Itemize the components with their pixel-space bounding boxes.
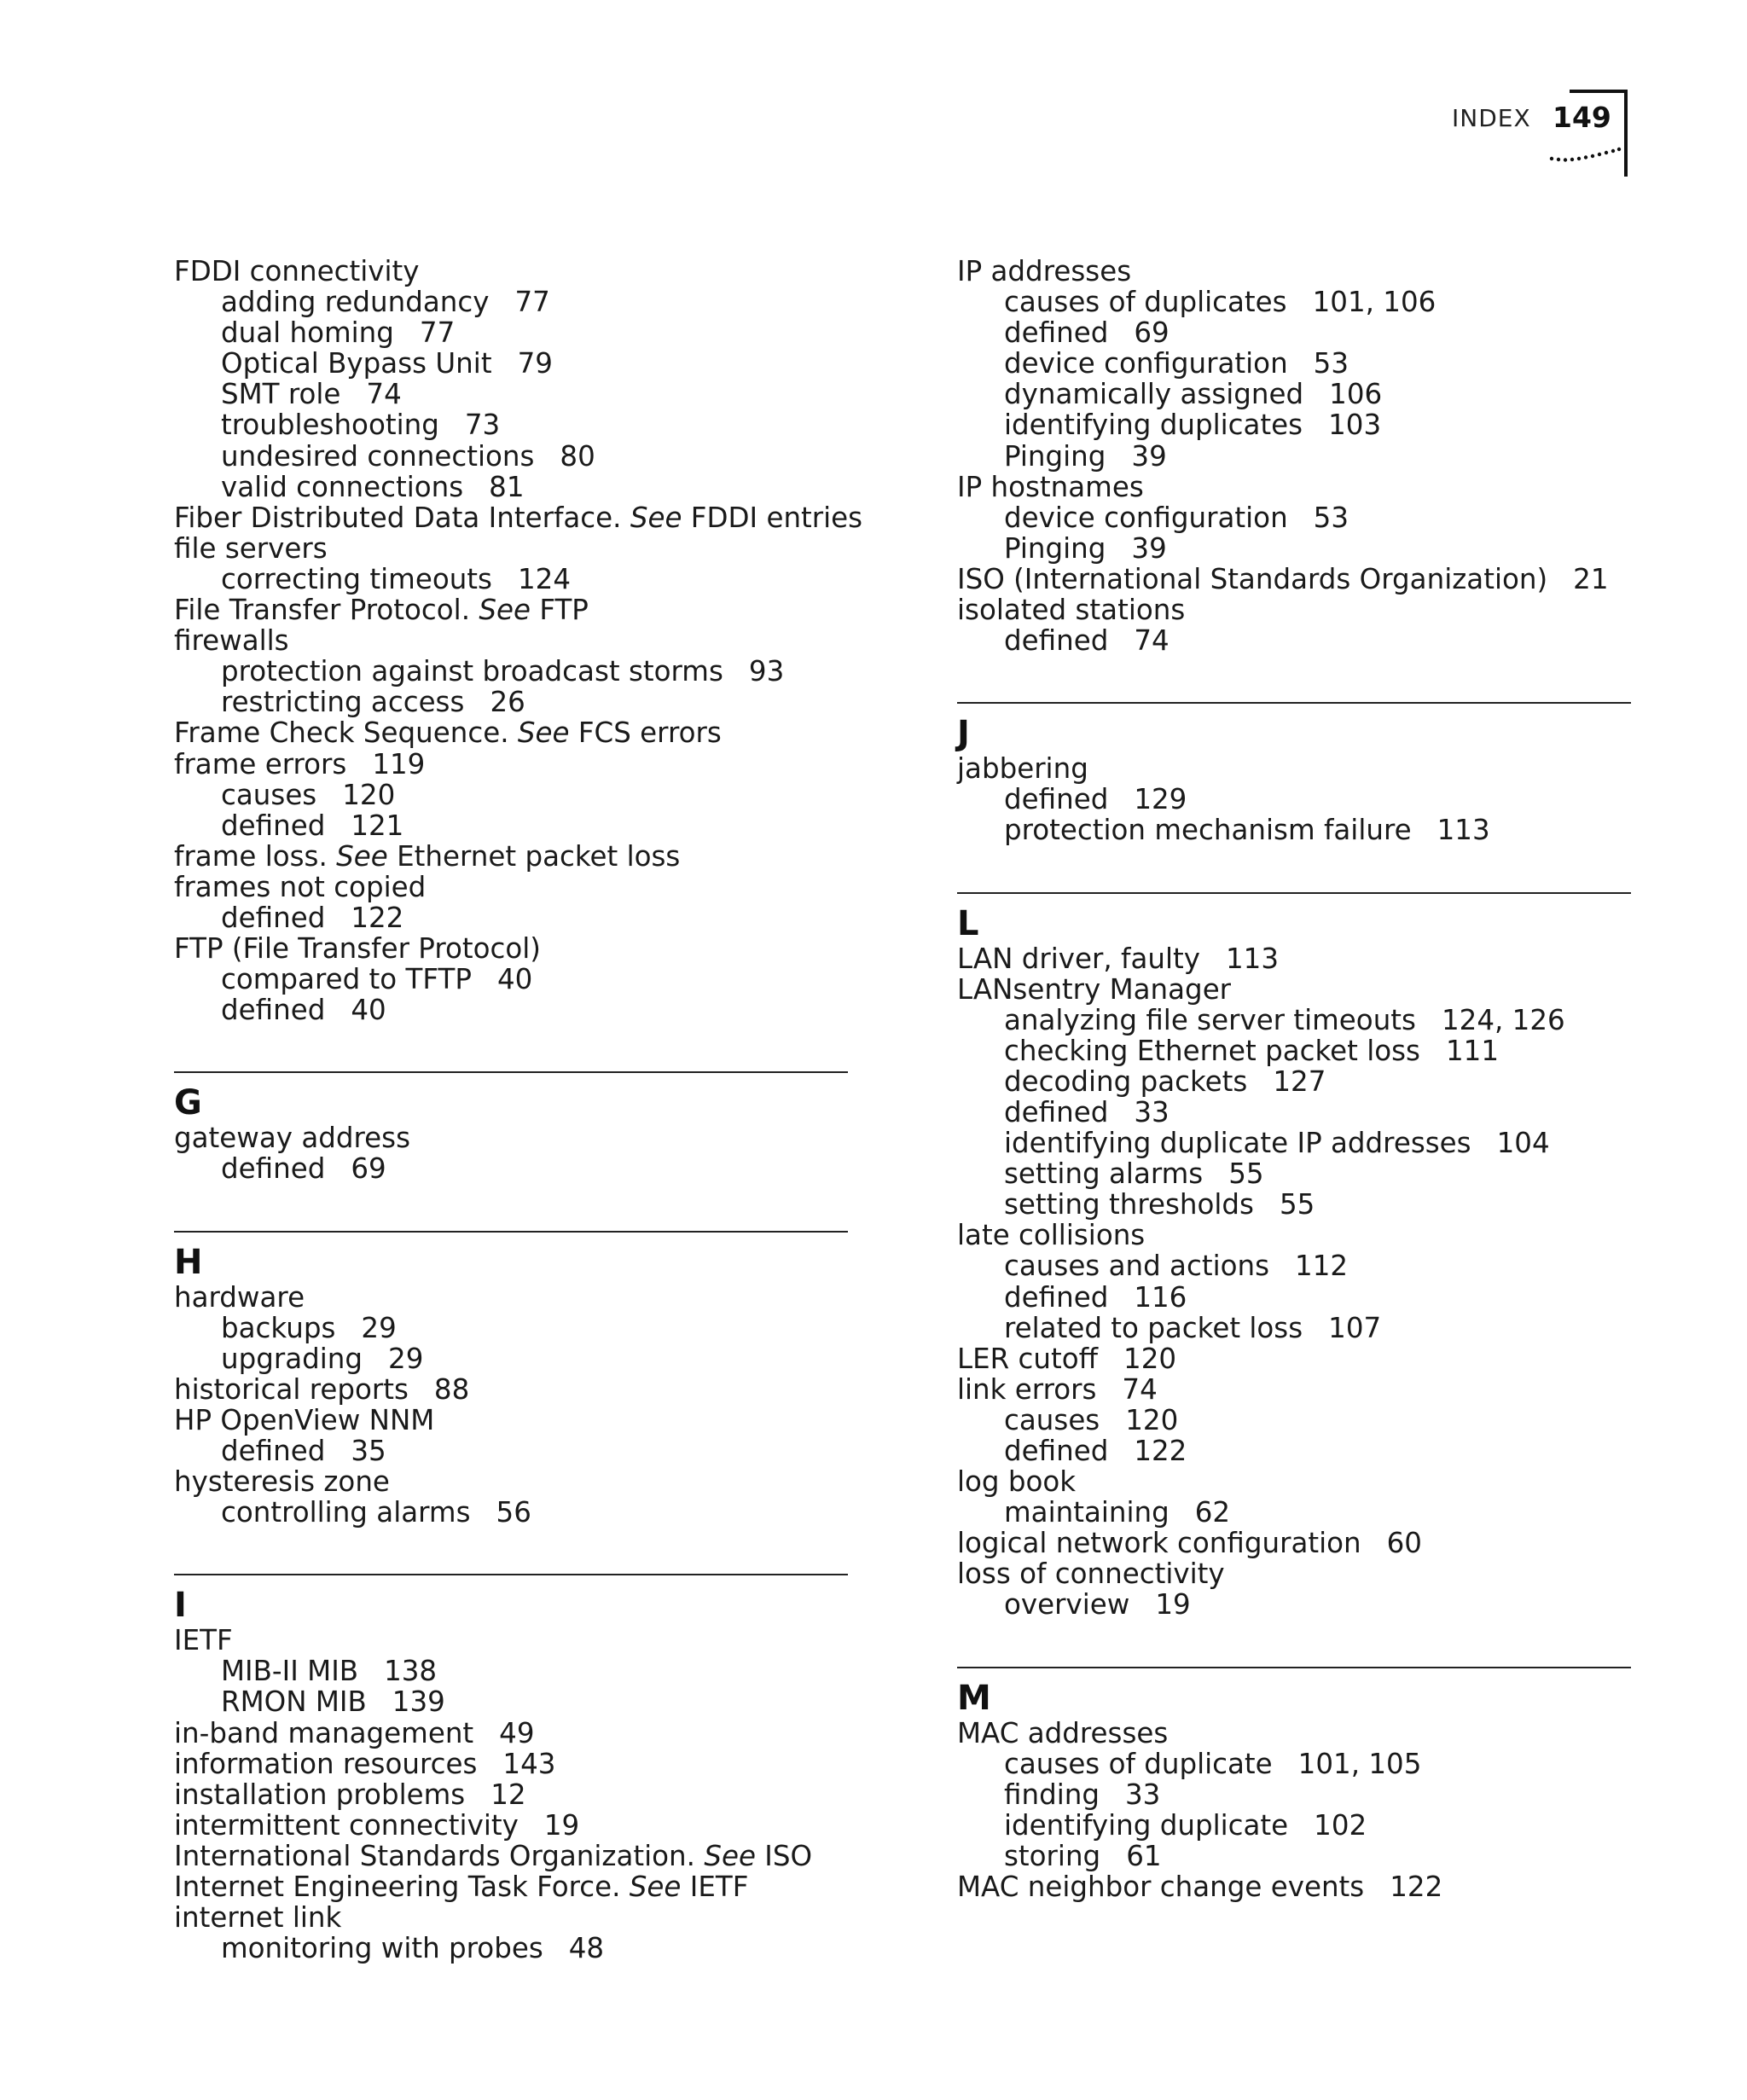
index-subentry: [174, 902, 848, 933]
index-subentry: [174, 1497, 848, 1528]
index-section: [957, 256, 1631, 656]
page-reference: 40: [351, 994, 386, 1027]
index-subentry: [957, 1436, 1631, 1466]
section-letter: L: [957, 903, 979, 943]
index-entry: [174, 1749, 848, 1779]
index-subentry: [957, 1097, 1631, 1128]
entry-term: information resources: [174, 1747, 478, 1780]
entry-term: intermittent connectivity: [174, 1808, 519, 1842]
index-section: [174, 1231, 848, 1529]
page-reference: 39: [1131, 531, 1167, 565]
page-reference: 88: [433, 1372, 470, 1406]
index-entry: [957, 564, 1631, 595]
see-reference: See: [336, 839, 388, 873]
entry-term: defined: [221, 1152, 326, 1186]
see-reference: See: [704, 1839, 756, 1872]
page-reference: 80: [560, 439, 595, 473]
index-subentry: [957, 625, 1631, 656]
page-reference: 39: [1131, 439, 1167, 473]
entry-term: causes: [221, 778, 317, 811]
page-reference: 19: [543, 1808, 580, 1842]
entry-term: setting thresholds: [1004, 1188, 1254, 1221]
index-subentry: [174, 995, 848, 1025]
index-subentry: [957, 379, 1631, 409]
index-entry: [174, 1282, 848, 1313]
index-subentry: [174, 409, 848, 440]
index-subentry: [957, 1189, 1631, 1220]
index-subentry: [957, 533, 1631, 564]
entry-term: IP addresses: [957, 255, 1132, 287]
index-subentry: [174, 810, 848, 841]
index-subentry: [957, 1035, 1631, 1066]
page-reference: 120: [1123, 1342, 1177, 1375]
page-reference: 122: [351, 901, 404, 934]
entry-term: file servers: [174, 531, 328, 565]
page-number: 149: [1553, 101, 1611, 134]
index-entry: [957, 256, 1631, 287]
page-reference: 124: [517, 562, 572, 595]
page-header: [1442, 85, 1629, 179]
index-subentry: [174, 1656, 848, 1686]
entry-term: internet link: [174, 1901, 342, 1935]
index-subentry: [957, 1005, 1631, 1035]
page-reference: 102: [1314, 1808, 1367, 1842]
entry-term: defined: [1004, 316, 1109, 350]
entry-term: device configuration: [1004, 347, 1288, 380]
index-section: [957, 892, 1631, 1621]
index-subentry: [957, 1589, 1631, 1620]
index-entry: [957, 974, 1631, 1005]
entry-term: FTP (File Transfer Protocol): [174, 932, 541, 966]
entry-term: restricting access: [221, 686, 465, 719]
entry-term: Optical Bypass Unit: [221, 347, 492, 380]
index-entry: [174, 1779, 848, 1810]
page-reference: 139: [392, 1685, 445, 1719]
index-subentry: [174, 687, 848, 717]
page-reference: 56: [496, 1496, 531, 1529]
entry-term: Pinging: [1004, 439, 1106, 473]
entry-term: defined: [1004, 1095, 1109, 1128]
index-subentry: [174, 964, 848, 995]
index-subentry: [957, 1158, 1631, 1189]
see-reference: See: [630, 501, 682, 534]
entry-term: maintaining: [1004, 1496, 1170, 1529]
entry-term: controlling alarms: [221, 1496, 471, 1529]
page-reference: 77: [419, 316, 456, 350]
page-reference: 120: [342, 778, 396, 811]
index-entry: [174, 1718, 848, 1749]
page-reference: 121: [351, 809, 404, 842]
page-reference: 113: [1436, 814, 1490, 847]
section-letter: J: [957, 714, 970, 754]
index-subentry: [957, 317, 1631, 348]
see-target: Ethernet packet loss: [387, 839, 681, 873]
entry-term: protection mechanism failure: [1004, 814, 1412, 847]
index-subentry: [957, 348, 1631, 379]
index-section: [174, 1071, 848, 1184]
index-entry: [174, 717, 848, 748]
index-subentry: [957, 441, 1631, 472]
index-subentry: [957, 1282, 1631, 1313]
header-rule-vertical: [1624, 90, 1628, 177]
page-reference: 113: [1225, 942, 1280, 975]
page-reference: 60: [1386, 1527, 1422, 1560]
index-subentry: [957, 409, 1631, 440]
index-subentry: [174, 780, 848, 810]
entry-term: causes and actions: [1004, 1250, 1270, 1283]
index-entry: [174, 1405, 848, 1436]
index-subentry: [174, 1343, 848, 1374]
entry-term: MAC addresses: [957, 1716, 1169, 1749]
index-entry: [957, 595, 1631, 625]
page-reference: 120: [1125, 1403, 1179, 1436]
see-target: IETF: [681, 1871, 749, 1904]
entry-term: jabbering: [957, 752, 1088, 786]
page-reference: 33: [1124, 1778, 1161, 1811]
index-entry: [174, 256, 848, 287]
entry-term: frame errors: [174, 747, 347, 780]
running-head: INDEX: [1452, 104, 1531, 132]
entry-term: historical reports: [174, 1372, 409, 1406]
index-subentry: [174, 317, 848, 348]
index-entry: [957, 1558, 1631, 1589]
page-reference: 49: [499, 1716, 535, 1749]
index-entry: [957, 472, 1631, 502]
index-subentry: [957, 1779, 1631, 1810]
page-reference: 48: [568, 1932, 605, 1965]
page-reference: 26: [490, 686, 525, 719]
entry-term: ISO (International Standards Organization): [957, 562, 1548, 595]
section-letter: M: [957, 1678, 991, 1718]
page-reference: 21: [1573, 562, 1609, 595]
index-subentry: [174, 348, 848, 379]
index-entry: [174, 625, 848, 656]
index-subentry: [957, 1405, 1631, 1436]
page-reference: 81: [489, 470, 525, 503]
index-entry: [957, 1871, 1631, 1902]
entry-term: Frame Check Sequence.: [174, 716, 518, 750]
page-reference: 101, 106: [1312, 286, 1436, 319]
entry-term: late collisions: [957, 1219, 1146, 1252]
page-reference: 55: [1228, 1157, 1264, 1191]
page-reference: 93: [748, 655, 785, 688]
page-reference: 103: [1328, 409, 1382, 442]
page-reference: 138: [384, 1655, 438, 1688]
index-entry: [957, 1718, 1631, 1749]
page-reference: 143: [502, 1747, 556, 1780]
index-entry: [957, 1343, 1631, 1374]
entry-term: IP hostnames: [957, 470, 1144, 503]
entry-term: hysteresis zone: [174, 1465, 390, 1499]
page-reference: 79: [517, 347, 553, 380]
see-target: FDDI entries: [682, 501, 863, 534]
page-reference: 62: [1194, 1496, 1231, 1529]
entry-term: firewalls: [174, 624, 289, 658]
section-letter: G: [174, 1083, 202, 1123]
index-entry: [957, 1374, 1631, 1405]
entry-term: SMT role: [221, 378, 341, 411]
index-subentry: [174, 287, 848, 317]
index-subentry: [957, 1128, 1631, 1158]
entry-term: dynamically assigned: [1004, 378, 1304, 411]
index-section: [174, 1574, 848, 1964]
entry-term: compared to TFTP: [221, 963, 472, 996]
entry-term: Fiber Distributed Data Interface.: [174, 501, 630, 534]
entry-term: Pinging: [1004, 531, 1106, 565]
entry-term: setting alarms: [1004, 1157, 1204, 1191]
index-entry: [174, 501, 863, 534]
entry-term: valid connections: [221, 470, 464, 503]
entry-term: HP OpenView NNM: [174, 1403, 435, 1436]
index-section: [957, 702, 1631, 845]
index-subentry: [957, 784, 1631, 815]
entry-term: defined: [1004, 1435, 1109, 1467]
index-entry: [957, 943, 1631, 974]
entry-term: identifying duplicate: [1004, 1808, 1289, 1842]
entry-term: LAN driver, faulty: [957, 942, 1200, 975]
entry-term: defined: [221, 1435, 326, 1467]
entry-term: overview: [1004, 1588, 1130, 1621]
page-reference: 104: [1496, 1127, 1550, 1160]
index-section: [174, 255, 863, 1027]
entry-term: monitoring with probes: [221, 1932, 543, 1965]
entry-term: backups: [221, 1311, 336, 1344]
page-reference: 40: [496, 963, 533, 996]
index-entry: [174, 1871, 848, 1902]
entry-term: protection against broadcast storms: [221, 655, 723, 688]
index-subentry: [957, 502, 1631, 533]
page-reference: 127: [1273, 1065, 1326, 1098]
entry-term: Internet Engineering Task Force.: [174, 1871, 630, 1904]
index-entry: [174, 1374, 848, 1405]
index-subentry: [957, 1066, 1631, 1097]
page-reference: 116: [1134, 1280, 1187, 1314]
index-subentry: [957, 1250, 1631, 1281]
see-target: FCS errors: [569, 716, 722, 750]
entry-term: causes of duplicate: [1004, 1747, 1273, 1780]
entry-term: decoding packets: [1004, 1065, 1248, 1098]
page-reference: 33: [1134, 1095, 1170, 1128]
entry-term: dual homing: [221, 316, 394, 350]
entry-term: log book: [957, 1465, 1077, 1499]
index-entry: [957, 1466, 1631, 1497]
dotted-flourish-icon: [1549, 147, 1622, 164]
page-reference: 124, 126: [1441, 1003, 1565, 1036]
entry-term: identifying duplicates: [1004, 409, 1303, 442]
index-subentry: [174, 1153, 848, 1184]
index-subentry: [174, 1436, 848, 1466]
index-column-right: [957, 256, 1631, 1902]
entry-term: FDDI connectivity: [174, 255, 420, 287]
entry-term: International Standards Organization.: [174, 1839, 705, 1872]
entry-term: frames not copied: [174, 870, 427, 903]
index-subentry: [957, 1749, 1631, 1779]
page-reference: 12: [490, 1778, 526, 1811]
entry-term: storing: [1004, 1839, 1101, 1872]
entry-term: RMON MIB: [221, 1685, 367, 1719]
index-subentry: [174, 1933, 848, 1964]
entry-term: causes: [1004, 1403, 1100, 1436]
page-reference: 29: [361, 1311, 397, 1344]
index-entry: [174, 1902, 848, 1933]
index-entry: [174, 1625, 848, 1656]
header-rule-horizontal: [1570, 90, 1626, 93]
index-section: [957, 1667, 1631, 1903]
entry-term: gateway address: [174, 1122, 411, 1155]
page-reference: 129: [1134, 783, 1187, 816]
entry-term: defined: [1004, 624, 1109, 658]
index-column-left: [174, 255, 863, 1965]
page-reference: 29: [388, 1342, 424, 1375]
entry-term: analyzing file server timeouts: [1004, 1003, 1416, 1036]
entry-term: frame loss.: [174, 839, 337, 873]
page-reference: 119: [372, 747, 426, 780]
see-target: ISO: [755, 1839, 813, 1872]
entry-term: LER cutoff: [957, 1342, 1099, 1375]
index-subentry: [174, 472, 848, 502]
index-entry: [957, 1220, 1631, 1250]
page-reference: 55: [1280, 1188, 1315, 1221]
index-entry: [174, 1841, 848, 1871]
page-reference: 101, 105: [1297, 1747, 1422, 1780]
entry-term: upgrading: [221, 1342, 363, 1375]
index-entry: [174, 1810, 848, 1841]
page-reference: 61: [1126, 1839, 1162, 1872]
index-entry: [174, 1123, 848, 1153]
index-entry: [174, 1466, 848, 1497]
page-reference: 35: [351, 1435, 386, 1467]
entry-term: correcting timeouts: [221, 562, 492, 595]
entry-term: loss of connectivity: [957, 1558, 1225, 1591]
entry-term: link errors: [957, 1372, 1097, 1406]
index-subentry: [174, 441, 848, 472]
page-reference: 122: [1134, 1435, 1187, 1467]
index-entry: [174, 841, 848, 872]
page-reference: 77: [514, 286, 550, 319]
entry-term: defined: [221, 901, 326, 934]
entry-term: LANsentry Manager: [957, 972, 1232, 1006]
entry-term: MIB-II MIB: [221, 1655, 359, 1688]
index-entry: [957, 1528, 1631, 1558]
page-reference: 122: [1390, 1871, 1443, 1904]
entry-term: defined: [221, 994, 326, 1027]
page-reference: 74: [1134, 624, 1170, 658]
page-reference: 69: [351, 1152, 386, 1186]
entry-term: device configuration: [1004, 501, 1288, 534]
page-reference: 53: [1313, 347, 1349, 380]
index-subentry: [957, 1313, 1631, 1343]
page-reference: 69: [1134, 316, 1170, 350]
page-reference: 74: [1122, 1372, 1158, 1406]
index-subentry: [174, 1313, 848, 1343]
index-entry: [174, 933, 848, 964]
entry-term: in-band management: [174, 1716, 474, 1749]
entry-term: logical network configuration: [957, 1527, 1361, 1560]
entry-term: isolated stations: [957, 594, 1186, 627]
index-subentry: [174, 379, 848, 409]
index-subentry: [957, 287, 1631, 317]
index-entry: [174, 872, 848, 902]
see-reference: See: [629, 1871, 682, 1904]
entry-term: related to packet loss: [1004, 1311, 1303, 1344]
entry-term: finding: [1004, 1778, 1100, 1811]
index-subentry: [957, 1841, 1631, 1871]
entry-term: IETF: [174, 1624, 233, 1657]
entry-term: troubleshooting: [221, 409, 439, 442]
entry-term: defined: [221, 809, 326, 842]
section-letter: H: [174, 1242, 203, 1282]
index-subentry: [174, 656, 848, 687]
page-reference: 19: [1155, 1588, 1191, 1621]
page-reference: 53: [1313, 501, 1349, 534]
page-reference: 107: [1328, 1311, 1382, 1344]
page-reference: 112: [1295, 1250, 1349, 1283]
entry-term: MAC neighbor change events: [957, 1871, 1365, 1904]
index-subentry: [957, 1810, 1631, 1841]
entry-term: installation problems: [174, 1778, 466, 1811]
see-target: FTP: [530, 594, 589, 627]
index-subentry: [174, 564, 848, 595]
see-reference: See: [517, 716, 570, 750]
page-reference: 74: [366, 378, 402, 411]
see-reference: See: [479, 594, 531, 627]
index-subentry: [957, 815, 1631, 845]
index-entry: [957, 753, 1631, 784]
entry-term: identifying duplicate IP addresses: [1004, 1127, 1471, 1160]
page-reference: 106: [1329, 378, 1383, 411]
entry-term: undesired connections: [221, 439, 535, 473]
entry-term: defined: [1004, 1280, 1109, 1314]
index-entry: [174, 595, 848, 625]
page-reference: 73: [464, 409, 501, 442]
entry-term: adding redundancy: [221, 286, 490, 319]
entry-term: checking Ethernet packet loss: [1004, 1034, 1420, 1067]
entry-term: defined: [1004, 783, 1109, 816]
section-letter: I: [174, 1586, 187, 1626]
entry-term: hardware: [174, 1280, 305, 1314]
index-subentry: [174, 1686, 848, 1717]
index-entry: [174, 533, 848, 564]
entry-term: causes of duplicates: [1004, 286, 1287, 319]
page-reference: 111: [1446, 1034, 1500, 1067]
index-entry: [174, 749, 848, 780]
entry-term: File Transfer Protocol.: [174, 594, 479, 627]
index-subentry: [957, 1497, 1631, 1528]
